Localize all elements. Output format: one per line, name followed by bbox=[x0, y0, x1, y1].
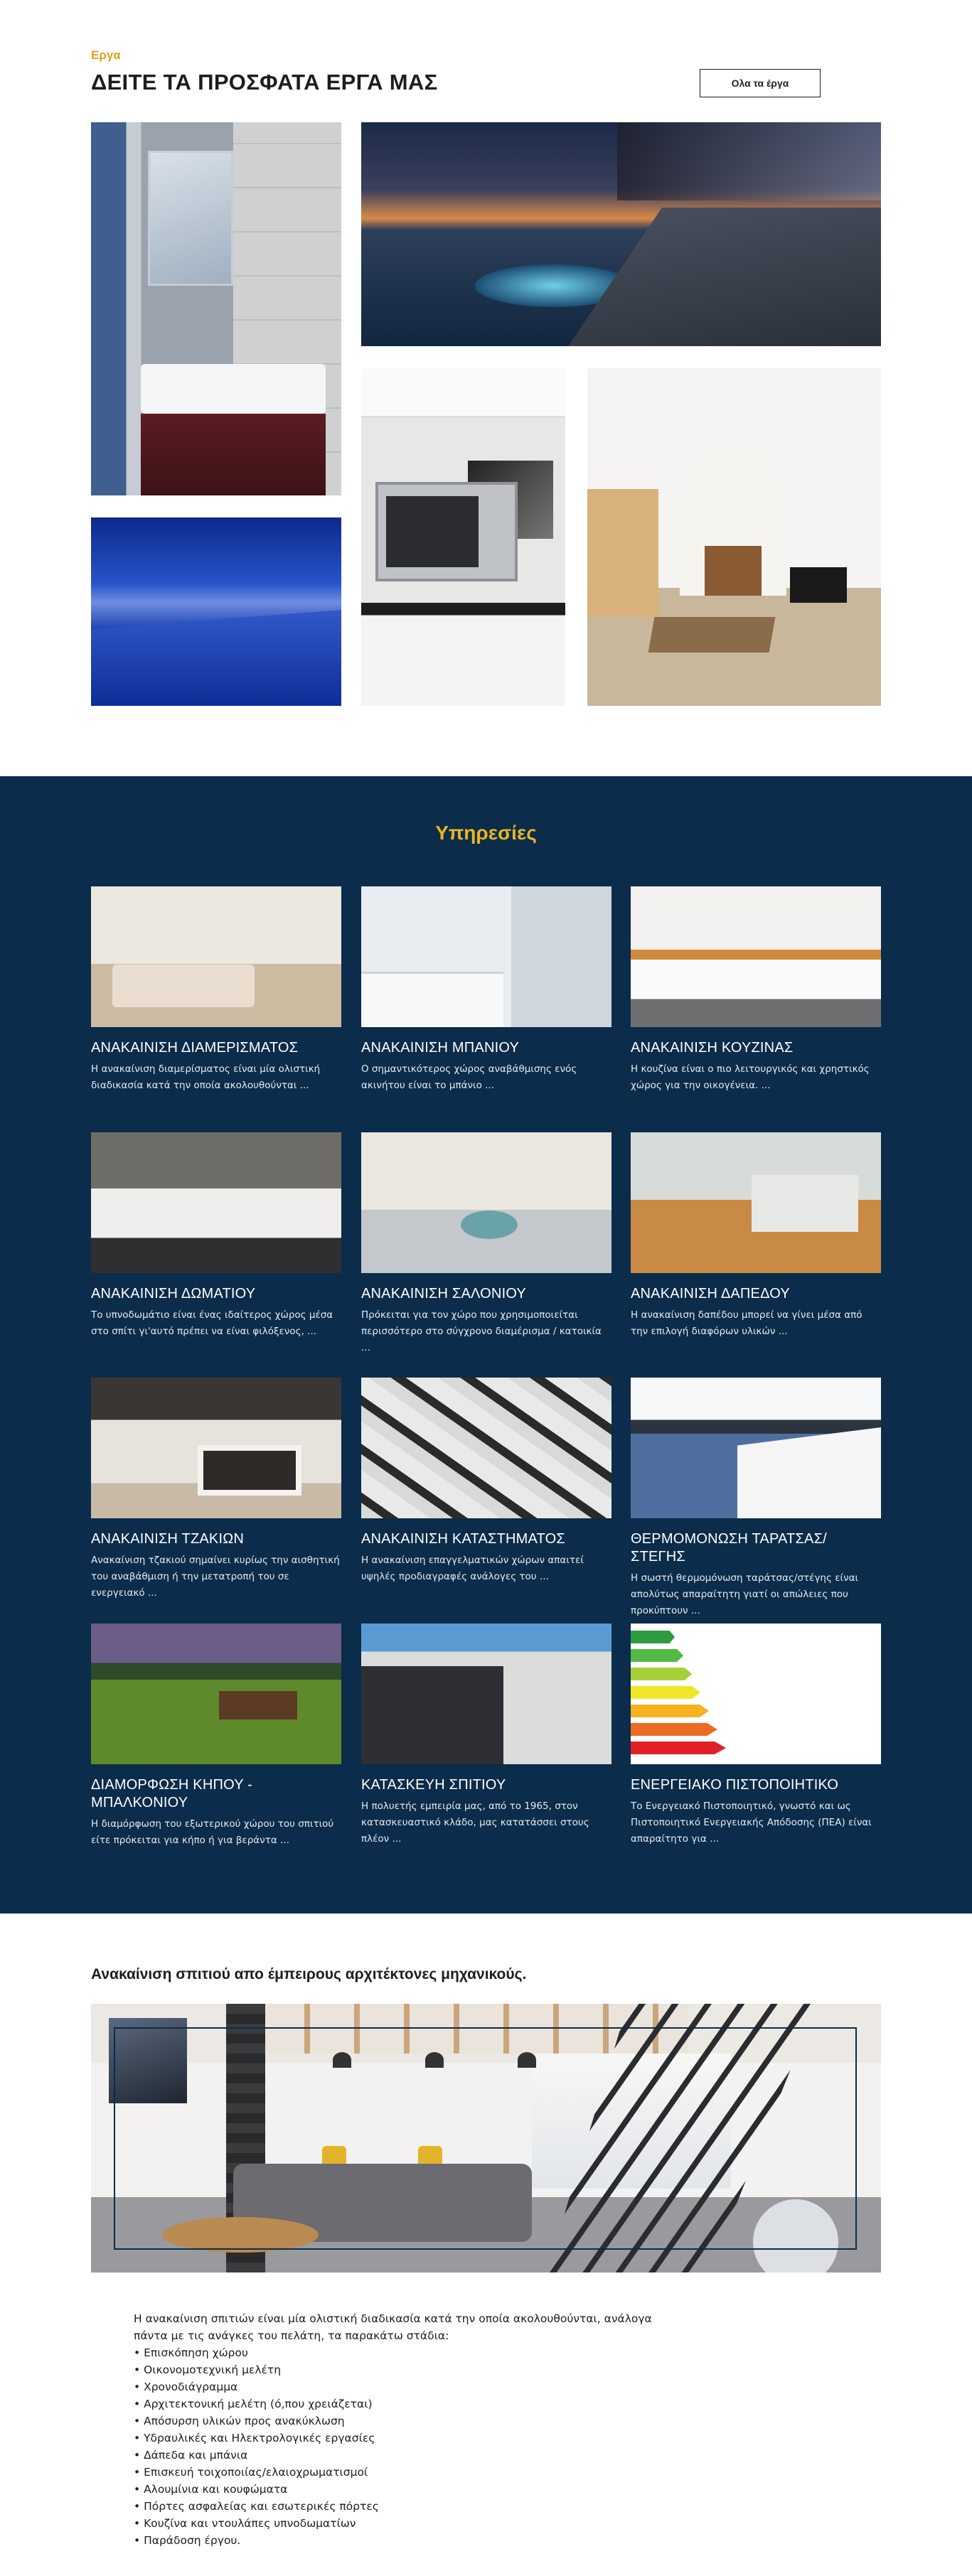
service-description: Ανακαίνιση τζακιού σημαίνει κυρίως την αισθητική του αναβάθμιση ή την μετατροπή του σε ενεργειακό ... bbox=[91, 1555, 340, 1599]
list-item: • Υδραυλικές και Ηλεκτρολογικές εργασίες bbox=[134, 2430, 674, 2447]
service-description: Πρόκειται για τον χώρο που χρησιμοποιείται περισσότερο στο σύγχρονο διαμέρισμα / κατοικία ... bbox=[361, 1309, 602, 1353]
service-description: Η ανακαίνιση επαγγελματικών χώρων απαιτεί υψηλές προδιαγραφές ανάλογες του ... bbox=[361, 1555, 584, 1582]
list-item: • Οικονομοτεχνική μελέτη bbox=[134, 2361, 674, 2378]
photo-detail bbox=[361, 603, 565, 706]
service-card[interactable] bbox=[631, 1624, 881, 1847]
project-photo-living-room[interactable] bbox=[587, 368, 881, 706]
projects-kicker: Εργα bbox=[91, 48, 121, 62]
service-description: Η σωστή θερμομόνωση ταράτσας/στέγης είναι απολύτως απαραίτητη γιατί οι απώλειες που προκύπτουν ... bbox=[631, 1572, 859, 1616]
service-card[interactable] bbox=[91, 1378, 341, 1601]
renovation-intro: Η ανακαίνιση σπιτιών είναι μία ολιστική διαδικασία κατά την οποία ακολουθούνται, ανάλογα πάντα με τις ανάγκες του πελάτη, τα παρακάτω στάδια: bbox=[134, 2312, 652, 2342]
photo-detail bbox=[148, 151, 233, 286]
list-item: • Παράδοση έργου. bbox=[134, 2532, 674, 2549]
energy-class-bar bbox=[631, 1649, 683, 1662]
service-title[interactable]: ΔΙΑΜΟΡΦΩΣΗ ΚΗΠΟΥ - ΜΠΑΛΚΟΝΙΟΥ bbox=[91, 1777, 253, 1810]
service-image[interactable] bbox=[361, 1378, 611, 1518]
project-photo-kitchen[interactable] bbox=[361, 368, 565, 706]
decorative-frame bbox=[114, 2027, 857, 2250]
service-description: Η διαμόρφωση του εξωτερικού χώρου του σπιτιού είτε πρόκειται για κήπο ή για βεράντα ... bbox=[91, 1818, 334, 1846]
renovation-description bbox=[134, 2310, 674, 2549]
energy-class-bar bbox=[631, 1686, 700, 1699]
service-card[interactable] bbox=[631, 1378, 881, 1619]
service-card[interactable] bbox=[361, 1378, 611, 1585]
service-title[interactable]: ΘΕΡΜΟΜΟΝΩΣΗ ΤΑΡΑΤΣΑΣ/ΣΤΕΓΗΣ bbox=[631, 1531, 827, 1565]
list-item: • Κουζίνα και ντουλάπες υπνοδωματίων bbox=[134, 2515, 674, 2532]
energy-class-bar bbox=[631, 1723, 717, 1736]
photo-detail bbox=[617, 122, 881, 200]
service-title[interactable]: ΑΝΑΚΑΙΝΙΣΗ ΔΩΜΑΤΙΟΥ bbox=[91, 1286, 256, 1302]
service-description: Το Ενεργειακό Πιστοποιητικό, γνωστό και ως Πιστοποιητικό Ενεργειακής Απόδοσης (ΠΕΑ) είναι απαραίτητο για ... bbox=[631, 1800, 872, 1845]
service-card[interactable] bbox=[631, 886, 881, 1094]
service-title[interactable]: ΑΝΑΚΑΙΝΙΣΗ ΣΑΛΟΝΙΟΥ bbox=[361, 1286, 526, 1302]
service-title[interactable]: ΚΑΤΑΣΚΕΥΗ ΣΠΙΤΙΟΥ bbox=[361, 1777, 506, 1793]
service-title[interactable]: ΑΝΑΚΑΙΝΙΣΗ ΔΙΑΜΕΡΙΣΜΑΤΟΣ bbox=[91, 1040, 299, 1056]
service-title[interactable]: ΑΝΑΚΑΙΝΙΣΗ ΔΑΠΕΔΟΥ bbox=[631, 1286, 790, 1302]
service-image[interactable] bbox=[91, 1624, 341, 1764]
service-description: Η ανακαίνιση διαμερίσματος είναι μία ολιστική διαδικασία κατά την οποία ακολουθούνται ... bbox=[91, 1063, 321, 1091]
project-photo-bathroom[interactable] bbox=[91, 122, 341, 495]
list-item: • Πόρτες ασφαλείας και εσωτερικές πόρτες bbox=[134, 2498, 674, 2515]
service-image[interactable] bbox=[631, 1378, 881, 1518]
photo-detail bbox=[141, 364, 326, 414]
energy-class-bar bbox=[631, 1631, 675, 1643]
service-image[interactable] bbox=[361, 1624, 611, 1764]
list-item: • Δάπεδα και μπάνια bbox=[134, 2447, 674, 2464]
list-item: • Επισκευή τοιχοποιίας/ελαιοχρωματισμοί bbox=[134, 2464, 674, 2481]
photo-detail bbox=[141, 414, 326, 495]
energy-class-bar bbox=[631, 1705, 709, 1717]
service-image[interactable] bbox=[91, 1132, 341, 1273]
projects-section bbox=[0, 0, 972, 776]
service-card[interactable] bbox=[91, 1624, 341, 1849]
list-item: • Απόσυρση υλικών προς ανακύκλωση bbox=[134, 2413, 674, 2430]
project-photo-pool-sunset[interactable] bbox=[361, 122, 881, 346]
service-image[interactable] bbox=[361, 886, 611, 1027]
photo-detail bbox=[790, 567, 847, 603]
about-section bbox=[0, 1914, 972, 2576]
renovation-steps-list bbox=[134, 2344, 674, 2549]
services-heading: Υπηρεσίες bbox=[435, 822, 537, 844]
photo-detail bbox=[648, 617, 776, 653]
service-title[interactable]: ΑΝΑΚΑΙΝΙΣΗ ΤΖΑΚΙΩΝ bbox=[91, 1531, 245, 1547]
energy-class-bar bbox=[631, 1668, 692, 1680]
service-title[interactable]: ΕΝΕΡΓΕΙΑΚΟ ΠΙΣΤΟΠΟΙΗΤΙΚΟ bbox=[631, 1777, 839, 1793]
service-description: Η πολυετής εμπειρία μας, από το 1965, στον κατασκευαστικό κλάδο, μας κατατάσσει στους πλέον ... bbox=[361, 1800, 589, 1845]
service-card[interactable] bbox=[361, 1132, 611, 1356]
service-image[interactable] bbox=[91, 886, 341, 1027]
photo-detail bbox=[91, 610, 341, 706]
service-image[interactable] bbox=[361, 1132, 611, 1273]
all-projects-button[interactable]: Ολα τα έργα bbox=[700, 69, 821, 97]
list-item: • Χρονοδιάγραμμα bbox=[134, 2378, 674, 2395]
service-image[interactable] bbox=[631, 1132, 881, 1273]
service-description: Η κουζίνα είναι ο πιο λειτουργικός και χρηστικός χώρος για την οικογένεια. ... bbox=[631, 1063, 870, 1091]
energy-class-bar bbox=[631, 1742, 726, 1754]
energy-label-image[interactable] bbox=[631, 1624, 881, 1764]
photo-detail bbox=[386, 496, 479, 567]
list-item: • Αλουμίνια και κουφώματα bbox=[134, 2481, 674, 2498]
service-description: Το υπνοδωμάτιο είναι ένας ιδαίτερος χώρος μέσα στο σπίτι γι'αυτό πρέπει να είναι φιλόξενος, ... bbox=[91, 1309, 333, 1337]
project-photo-infinity-pool[interactable] bbox=[91, 517, 341, 706]
photo-detail bbox=[568, 208, 881, 346]
list-item: • Αρχιτεκτονική μελέτη (ό,που χρειάζεται) bbox=[134, 2395, 674, 2413]
list-item: • Επισκόπηση χώρου bbox=[134, 2344, 674, 2361]
service-image[interactable] bbox=[631, 886, 881, 1027]
photo-detail bbox=[705, 546, 762, 596]
photo-detail bbox=[361, 368, 565, 418]
service-image[interactable] bbox=[91, 1378, 341, 1518]
service-title[interactable]: ΑΝΑΚΑΙΝΙΣΗ ΚΟΥΖΙΝΑΣ bbox=[631, 1040, 794, 1056]
service-card[interactable] bbox=[91, 886, 341, 1094]
service-card[interactable] bbox=[361, 1624, 611, 1847]
service-description: Η ανακαίνιση δαπέδου μπορεί να γίνει μέσα από την επιλογή διαφόρων υλικών ... bbox=[631, 1309, 862, 1337]
service-title[interactable]: ΑΝΑΚΑΙΝΙΣΗ ΜΠΑΝΙΟΥ bbox=[361, 1040, 520, 1056]
about-title: Ανακαίνιση σπιτιού απο έμπειρους αρχιτέκτονες μηχανικούς. bbox=[91, 1966, 527, 1982]
hero-interior-photo bbox=[91, 2004, 881, 2272]
service-card[interactable] bbox=[361, 886, 611, 1094]
services-section bbox=[0, 776, 972, 1914]
service-title[interactable]: ΑΝΑΚΑΙΝΙΣΗ ΚΑΤΑΣΤΗΜΑΤΟΣ bbox=[361, 1531, 565, 1547]
service-card[interactable] bbox=[91, 1132, 341, 1340]
service-description: Ο σημαντικότερος χώρος αναβάθμισης ενός ακινήτου είναι το μπάνιο ... bbox=[361, 1063, 577, 1091]
projects-title: ΔΕΙΤΕ ΤΑ ΠΡΟΣΦΑΤΑ ΕΡΓΑ ΜΑΣ bbox=[91, 70, 438, 95]
service-card[interactable] bbox=[631, 1132, 881, 1340]
photo-detail bbox=[587, 489, 658, 617]
